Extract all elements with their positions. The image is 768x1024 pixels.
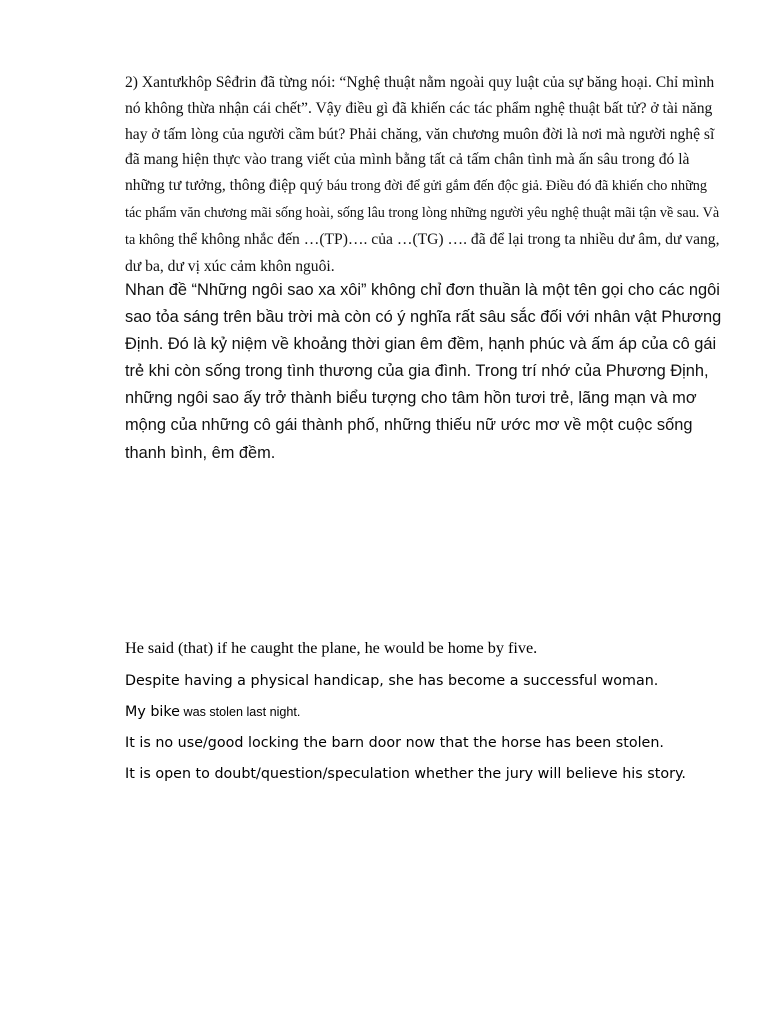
- sentence-bike-stolen-a: My bike: [125, 704, 180, 720]
- paragraph-nhan-de: Nhan đề “Những ngôi sao xa xôi” không chỉ đơn thuần là một tên gọi cho các ngôi sao tỏa sáng trên bầu trời mà còn có ý nghĩa rất sâu sắc đối với nhân vật Phương Định. Đó là kỷ niệm về khoảng thời gian êm đềm, hạnh phúc và ấm áp của cô gái trẻ khi còn sống trong tình thương của gia đình. Trong trí nhớ của Phương Định, những ngôi sao ấy trở thành biểu tượng cho tâm hồn tươi trẻ, lãng mạn và mơ mộng của những cô gái thành phố, những thiếu nữ ước mơ về một cuộc sống thanh bình, êm đềm.: [125, 281, 722, 462]
- sentence-bike-stolen-b: was stolen last night.: [179, 705, 301, 719]
- sentence-open-to-doubt: It is open to doubt/question/speculation whether the jury will believe his story.: [125, 766, 686, 782]
- paragraph-quote-xantukhop: [125, 70, 721, 279]
- sentence-reported-speech: He said (that) if he caught the plane, he would be home by five.: [125, 639, 538, 657]
- sentence-bike-stolen: [125, 700, 300, 724]
- paragraph1-part-a: 2) Xantưkhôp Sêđrin đã từng nói: “Nghệ thuật nằm ngoài quy luật của sự băng hoại. Chỉ mình nó không thừa nhận cái chết”. Vậy điều gì đã khiến các tác phẩm nghệ thuật bất tử? ở tài năng hay ở tấm lòng của người cầm bút? Phải chăng, văn chương muôn đời là nơi mà người nghệ sĩ đã mang hiện thực vào trang viết của mình bằng tất cả tấm chân tình mà ấn sâu trong đó là những tư tưởng, thông điệp quý: [125, 74, 715, 195]
- sentence-no-use: It is no use/good locking the barn door now that the horse has been stolen.: [125, 735, 664, 751]
- sentence-despite: Despite having a physical handicap, she has become a successful woman.: [125, 673, 659, 689]
- paragraph1-part-c: thể không nhắc đến …(TP)…. của …(TG) …. đã để lại trong ta nhiều dư âm, dư vang, dư ba, dư vị xúc cảm khôn nguôi.: [125, 230, 720, 275]
- paragraph1-part-b: báu trong đời để gửi gắm đến độc giả. Điều đó đã khiến cho những tác phẩm văn chương mãi sống hoài, sống lâu trong lòng những người yêu nghệ thuật mãi tận về sau. Và ta không: [125, 178, 720, 248]
